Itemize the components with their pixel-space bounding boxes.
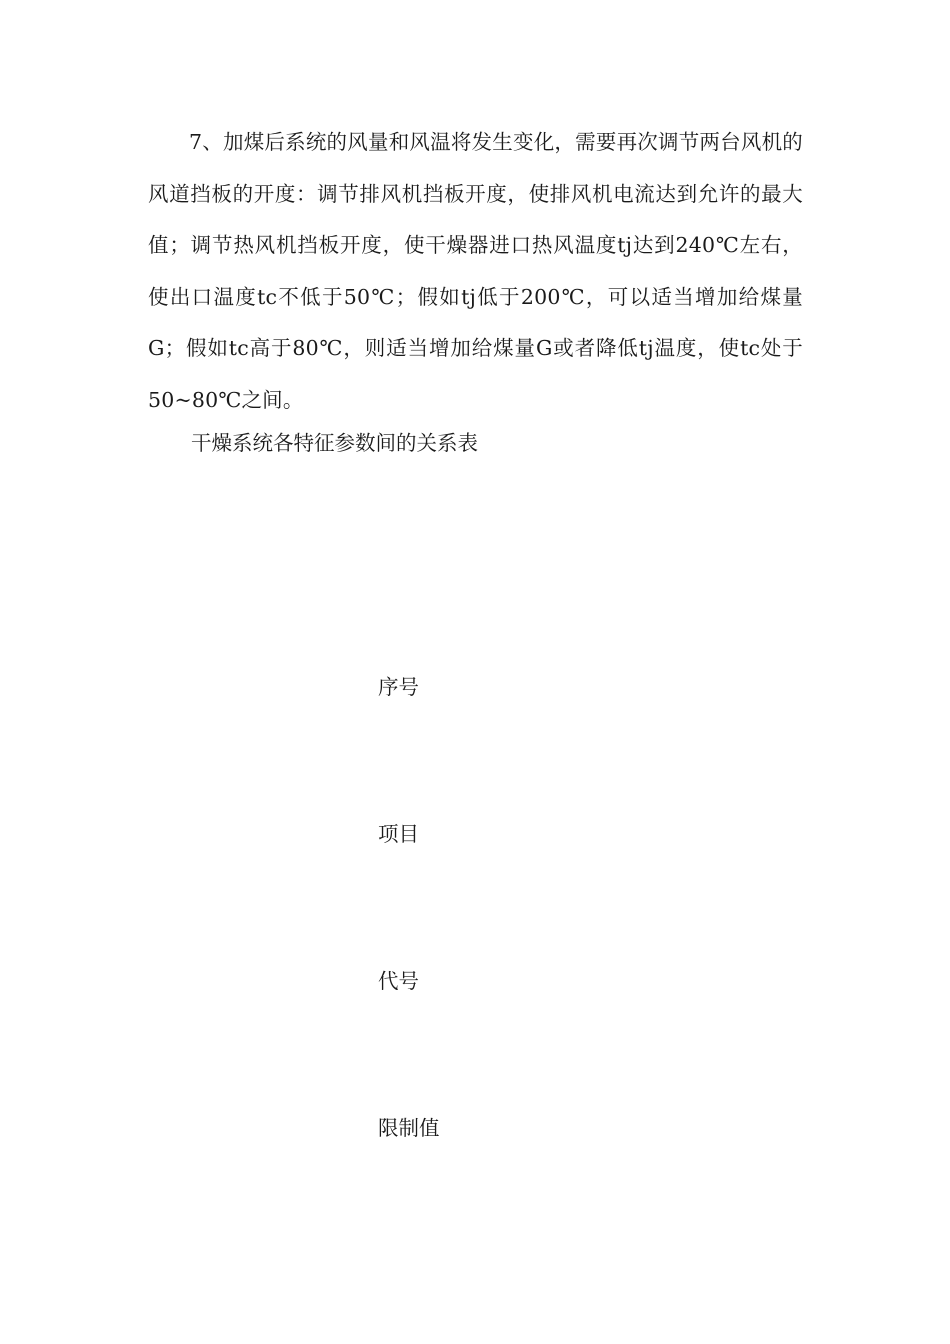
table-header-limit: 限制值 xyxy=(378,1116,440,1140)
table-header-item: 项目 xyxy=(378,822,419,846)
body-paragraph: 7、加煤后系统的风量和风温将发生变化，需要再次调节两台风机的风道挡板的开度：调节排风机挡板开度，使排风机电流达到允许的最大值；调节热风机挡板开度，使干燥器进口热风温度tj达到240℃左右，使出口温度tc不低于50℃；假如tj低于200℃，可以适当增加给煤量G；假如tc高于80℃，则适当增加给煤量G或者降低tj温度，使tc处于50~80℃之间。 xyxy=(148,130,803,412)
table-caption: 干燥系统各特征参数间的关系表 xyxy=(191,431,478,455)
table-header-code: 代号 xyxy=(378,969,419,993)
table-header-serial: 序号 xyxy=(378,675,419,699)
